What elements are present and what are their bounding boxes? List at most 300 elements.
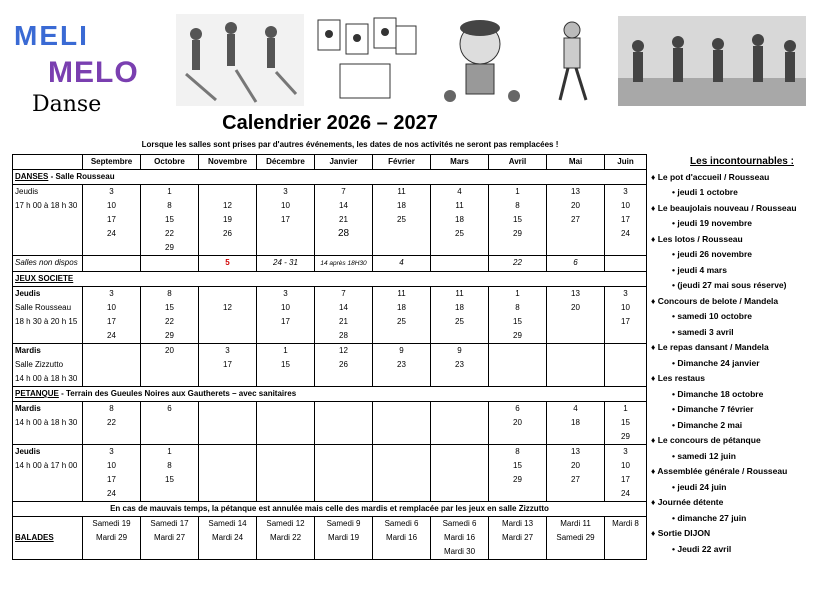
- unavailable-cell: [141, 256, 199, 272]
- day-number: [257, 473, 314, 487]
- unavailable-date: 14 après 18H30: [320, 260, 367, 267]
- highlight-date-text: Jeudi 22 avril: [677, 543, 732, 554]
- day-number: 26: [339, 360, 348, 369]
- balade-date: Samedi 9: [326, 519, 361, 528]
- day-number: [605, 241, 646, 255]
- balade-cell: [83, 517, 141, 560]
- petanque-mardis-row-label: [13, 402, 83, 445]
- day-number: 20: [513, 418, 522, 427]
- day-number: [489, 358, 546, 372]
- day-cell: [431, 344, 489, 387]
- bullet-icon: •: [672, 543, 678, 554]
- highlight-date: [648, 387, 836, 403]
- highlight-date: [648, 325, 836, 341]
- highlight-date-text: Dimanche 24 janvier: [677, 357, 760, 368]
- day-cell: [83, 402, 141, 445]
- day-number: [141, 487, 198, 501]
- month-label: Octobre: [154, 157, 185, 166]
- row-label: 14 h 00 à 17 h 00: [15, 461, 78, 470]
- day-number: [199, 315, 256, 329]
- section-title: JEUX SOCIETE: [15, 274, 74, 283]
- highlight-item: [648, 495, 836, 511]
- day-number: [431, 416, 488, 430]
- day-number: 22: [165, 229, 174, 238]
- day-cell: [83, 185, 141, 256]
- day-cell: [547, 445, 605, 502]
- day-cell: [431, 402, 489, 445]
- day-number: 12: [339, 346, 348, 355]
- highlight-date-text: Dimanche 2 mai: [677, 419, 743, 430]
- diamond-bullet-icon: ♦: [651, 528, 658, 538]
- section-title: PETANQUE: [15, 389, 59, 398]
- unavailable-row: [13, 256, 647, 272]
- day-number: 11: [455, 201, 464, 210]
- bullet-icon: •: [672, 249, 678, 259]
- day-number: 3: [225, 346, 230, 355]
- day-number: 3: [109, 289, 114, 298]
- balade-date: Samedi 17: [150, 519, 189, 528]
- day-number: 13: [571, 187, 580, 196]
- balade-date: Mardi 16: [443, 533, 476, 542]
- day-number: 8: [515, 303, 520, 312]
- day-number: [605, 344, 646, 358]
- month-header: [199, 155, 257, 170]
- day-cell: [489, 402, 547, 445]
- highlight-date: [648, 247, 836, 263]
- day-number: 12: [223, 303, 232, 312]
- day-number: [547, 227, 604, 241]
- bullet-icon: •: [672, 326, 678, 337]
- day-number: [315, 416, 372, 430]
- day-number: [83, 241, 140, 255]
- day-number: 10: [281, 201, 290, 210]
- diamond-bullet-icon: ♦: [651, 202, 658, 213]
- jeux-jeudis-row: [13, 287, 647, 344]
- unavailable-cell: [605, 256, 647, 272]
- bullet-icon: •: [672, 280, 678, 290]
- day-number: [547, 329, 604, 343]
- day-number: 1: [515, 187, 520, 196]
- highlight-date: [648, 511, 836, 527]
- day-number: 23: [455, 360, 464, 369]
- diamond-bullet-icon: ♦: [651, 497, 658, 507]
- highlights-list: [648, 170, 836, 558]
- balade-cell: [547, 517, 605, 560]
- day-number: [199, 402, 256, 416]
- day-number: [315, 445, 372, 459]
- day-number: 25: [455, 229, 464, 238]
- day-number: 10: [621, 201, 630, 210]
- jeux-jeudis-row-label: [13, 287, 83, 344]
- day-number: 29: [165, 243, 174, 252]
- unavailable-cell: [257, 256, 315, 272]
- highlight-date: [648, 356, 836, 372]
- highlight-title: Le pot d'accueil / Rousseau: [657, 171, 770, 182]
- banner: [0, 0, 836, 117]
- day-number: [315, 473, 372, 487]
- row-label: Jeudis: [15, 187, 39, 196]
- day-number: [315, 241, 372, 255]
- day-cell: [605, 344, 647, 387]
- day-number: 8: [109, 404, 114, 413]
- day-number: 18: [455, 215, 464, 224]
- day-number: 10: [107, 461, 116, 470]
- day-cell: [315, 344, 373, 387]
- day-number: [489, 344, 546, 358]
- day-cell: [315, 287, 373, 344]
- day-cell: [315, 402, 373, 445]
- day-number: 17: [107, 215, 116, 224]
- day-number: 17: [107, 475, 116, 484]
- balade-cell: [257, 517, 315, 560]
- day-number: [373, 402, 430, 416]
- day-cell: [605, 185, 647, 256]
- highlight-date: [648, 542, 836, 558]
- day-number: 1: [283, 346, 288, 355]
- day-cell: [83, 344, 141, 387]
- highlight-date-text: (jeudi 27 mai sous réserve): [677, 280, 787, 290]
- day-cell: [373, 287, 431, 344]
- day-number: [83, 430, 140, 444]
- balade-cell: [315, 517, 373, 560]
- day-number: 10: [107, 303, 116, 312]
- highlight-date-text: jeudi 24 juin: [677, 481, 727, 492]
- day-number: [257, 459, 314, 473]
- day-number: [257, 241, 314, 255]
- highlight-item: [648, 201, 836, 217]
- day-cell: [489, 445, 547, 502]
- day-cell: [547, 402, 605, 445]
- highlight-date-text: jeudi 19 novembre: [677, 218, 752, 228]
- day-number: [547, 487, 604, 501]
- highlight-item: [648, 170, 836, 186]
- month-header: [257, 155, 315, 170]
- unavailable-label: [13, 256, 83, 272]
- unavailable-cell: [315, 256, 373, 272]
- day-cell: [373, 445, 431, 502]
- day-number: 4: [457, 187, 462, 196]
- bullet-icon: •: [672, 187, 678, 197]
- day-number: 10: [107, 201, 116, 210]
- day-cell: [141, 185, 199, 256]
- highlight-title: Les restaus: [657, 373, 705, 383]
- day-cell: [257, 185, 315, 256]
- day-number: 25: [455, 317, 464, 326]
- highlight-item: [648, 526, 836, 542]
- day-number: [257, 416, 314, 430]
- balade-date: Samedi 6: [442, 519, 477, 528]
- dancers-image: [176, 14, 304, 106]
- highlight-item: [648, 232, 836, 248]
- day-number: 12: [223, 201, 232, 210]
- day-cell: [373, 185, 431, 256]
- row-label: 17 h 00 à 18 h 30: [15, 201, 78, 210]
- day-number: 14: [339, 201, 348, 210]
- day-number: 13: [571, 447, 580, 456]
- jeux-mardis-row: [13, 344, 647, 387]
- month-header: [83, 155, 141, 170]
- day-number: 14: [339, 303, 348, 312]
- row-label: 14 h 00 à 18 h 30: [15, 374, 78, 383]
- day-number: 1: [623, 404, 628, 413]
- day-cell: [199, 402, 257, 445]
- day-number: [431, 329, 488, 343]
- balade-date: Mardi 19: [327, 533, 360, 542]
- day-number: 21: [339, 317, 348, 326]
- day-number: 8: [167, 461, 172, 470]
- day-number: 1: [167, 187, 172, 196]
- day-number: 11: [455, 289, 464, 298]
- calendar-table: [12, 154, 647, 560]
- day-number: 6: [515, 404, 520, 413]
- balade-date: Mardi 8: [612, 519, 639, 528]
- day-number: 7: [341, 289, 346, 298]
- balade-date: Mardi 11: [560, 519, 591, 528]
- day-number: 28: [337, 228, 350, 239]
- highlight-date-text: Dimanche 7 février: [677, 404, 754, 414]
- unavailable-cell: [199, 256, 257, 272]
- unavailable-text: Salles non dispos: [15, 258, 78, 267]
- day-number: [605, 329, 646, 343]
- balade-date: Mardi 16: [385, 533, 418, 542]
- highlight-date: [648, 402, 836, 418]
- day-number: [373, 372, 430, 386]
- highlight-date-text: samedi 3 avril: [677, 326, 734, 337]
- day-number: [141, 372, 198, 386]
- day-number: 15: [621, 418, 630, 427]
- day-number: [489, 241, 546, 255]
- highlight-item: [648, 294, 836, 310]
- day-number: [431, 402, 488, 416]
- logo-line-1: MELI: [14, 20, 89, 51]
- day-number: 1: [167, 447, 172, 456]
- day-number: [489, 372, 546, 386]
- petanque-note: [13, 502, 647, 517]
- day-number: 3: [283, 289, 288, 298]
- day-number: [431, 372, 488, 386]
- day-number: [257, 430, 314, 444]
- day-number: 9: [399, 346, 404, 355]
- petanque-note-row: [13, 502, 647, 517]
- diamond-bullet-icon: ♦: [651, 171, 658, 182]
- day-number: [83, 372, 140, 386]
- day-number: 24: [107, 331, 116, 340]
- day-number: 6: [167, 404, 172, 413]
- day-number: 15: [165, 215, 174, 224]
- month-label: Mars: [450, 157, 469, 166]
- month-header: [605, 155, 647, 170]
- day-cell: [141, 287, 199, 344]
- cancelled-day: [199, 185, 256, 199]
- day-cell: [547, 287, 605, 344]
- day-number: 3: [623, 289, 628, 298]
- day-number: [431, 473, 488, 487]
- balade-date: Samedi 6: [384, 519, 419, 528]
- day-number: [373, 430, 430, 444]
- danses-section-row-cell: [13, 170, 647, 185]
- unavailable-date: 5: [225, 258, 230, 267]
- day-number: 8: [515, 447, 520, 456]
- highlight-title: Assemblée générale / Rousseau: [657, 466, 788, 476]
- diamond-bullet-icon: ♦: [651, 233, 658, 244]
- day-number: 15: [165, 475, 174, 484]
- balade-date: Mardi 22: [269, 533, 302, 542]
- day-number: [141, 416, 198, 430]
- highlight-title: Concours de belote / Mandela: [657, 295, 779, 306]
- month-header: [547, 155, 605, 170]
- petanque-section-row-cell: [13, 387, 647, 402]
- balade-date: Samedi 14: [208, 519, 247, 528]
- day-number: 29: [621, 432, 630, 441]
- month-header: [489, 155, 547, 170]
- day-number: 26: [223, 229, 232, 238]
- highlight-date-text: samedi 10 octobre: [677, 311, 752, 321]
- day-cell: [373, 402, 431, 445]
- day-cell: [431, 185, 489, 256]
- month-header: [141, 155, 199, 170]
- unavailable-date: 22: [513, 258, 522, 267]
- day-number: 17: [107, 317, 116, 326]
- month-label: Juin: [617, 157, 634, 166]
- day-number: [83, 358, 140, 372]
- unavailable-cell: [373, 256, 431, 272]
- day-number: 1: [515, 289, 520, 298]
- day-number: 23: [397, 360, 406, 369]
- day-number: [373, 445, 430, 459]
- header-corner: [13, 155, 83, 170]
- day-cell: [199, 287, 257, 344]
- petanque-section-row: [13, 387, 647, 402]
- day-number: 4: [573, 404, 578, 413]
- day-number: 25: [397, 215, 406, 224]
- section-subtitle: - Salle Rousseau: [48, 172, 115, 181]
- section-title: DANSES: [15, 172, 49, 181]
- day-number: 15: [281, 360, 290, 369]
- unavailable-date: 6: [573, 258, 578, 267]
- diamond-bullet-icon: ♦: [651, 435, 658, 445]
- balade-cell: [141, 517, 199, 560]
- highlight-date: [648, 449, 836, 465]
- day-number: [315, 372, 372, 386]
- day-number: 24: [107, 229, 116, 238]
- page-subtitle: Lorsque les salles sont prises par d'autres événements, les dates de nos activités ne seront pas remplacées !: [141, 140, 559, 149]
- unavailable-cell: [83, 256, 141, 272]
- unavailable-cell: [547, 256, 605, 272]
- day-number: 18: [397, 303, 406, 312]
- day-number: 24: [107, 489, 116, 498]
- hikers-image: [618, 16, 806, 106]
- day-number: [373, 487, 430, 501]
- bullet-icon: •: [672, 311, 678, 321]
- highlight-date: [648, 278, 836, 294]
- month-label: Décembre: [266, 157, 305, 166]
- day-number: [547, 344, 604, 358]
- day-number: [605, 358, 646, 372]
- highlight-date-text: dimanche 27 juin: [677, 512, 747, 523]
- day-number: 13: [571, 289, 580, 298]
- diamond-bullet-icon: ♦: [651, 342, 658, 352]
- highlight-date-text: Dimanche 18 octobre: [677, 388, 764, 399]
- bullet-icon: •: [672, 419, 678, 430]
- day-number: 24: [621, 229, 630, 238]
- day-number: 11: [397, 187, 406, 196]
- balade-cell: [373, 517, 431, 560]
- cancelled-day: [199, 287, 256, 301]
- jeux-mardis-row-label: [13, 344, 83, 387]
- month-label: Mai: [568, 157, 583, 166]
- month-header-row: [13, 155, 647, 170]
- day-number: [141, 430, 198, 444]
- row-label: Jeudis: [15, 447, 41, 456]
- day-number: 29: [513, 331, 522, 340]
- day-number: [257, 227, 314, 241]
- row-label: Jeudis: [15, 289, 41, 298]
- highlight-item: [648, 464, 836, 480]
- section-subtitle: - Terrain des Gueules Noires aux Gautherets – avec sanitaires: [58, 389, 297, 398]
- day-cell: [315, 185, 373, 256]
- day-number: [605, 372, 646, 386]
- day-cell: [547, 344, 605, 387]
- petanque-jeudis-row: [13, 445, 647, 502]
- day-number: [373, 473, 430, 487]
- day-cell: [257, 445, 315, 502]
- day-number: [373, 459, 430, 473]
- day-number: [315, 430, 372, 444]
- day-number: 3: [109, 447, 114, 456]
- bullet-icon: •: [672, 481, 678, 492]
- day-number: 3: [109, 187, 114, 196]
- day-number: 29: [513, 229, 522, 238]
- day-cell: [315, 445, 373, 502]
- page-title: Calendrier 2026 – 2027: [222, 112, 438, 134]
- balade-date: Mardi 13: [501, 519, 534, 528]
- day-number: 20: [571, 461, 580, 470]
- month-header: [373, 155, 431, 170]
- highlight-date-text: jeudi 1 octobre: [677, 187, 738, 197]
- day-number: 3: [623, 187, 628, 196]
- cards-image: [310, 14, 422, 106]
- day-number: 17: [621, 317, 630, 326]
- balade-date: Samedi 12: [266, 519, 305, 528]
- danses-jeudis-row-label: [13, 185, 83, 256]
- petanque-note-text: En cas de mauvais temps, la pétanque est annulée mais celle des mardis et remplacée par les jeux en salle Zizzutto: [110, 504, 549, 513]
- petanque-jeudis-row-label: [13, 445, 83, 502]
- day-number: 19: [223, 215, 232, 224]
- day-number: [431, 430, 488, 444]
- highlight-date: [648, 185, 836, 201]
- highlight-item: [648, 433, 836, 449]
- day-number: 15: [513, 317, 522, 326]
- day-number: 18: [571, 418, 580, 427]
- day-number: 15: [165, 303, 174, 312]
- meli-melo-logo: [8, 8, 158, 116]
- day-number: 28: [339, 331, 348, 340]
- day-cell: [431, 287, 489, 344]
- day-number: 17: [223, 360, 232, 369]
- highlights-panel: [648, 154, 836, 557]
- highlight-date-text: jeudi 4 mars: [677, 264, 727, 275]
- day-number: 10: [281, 303, 290, 312]
- day-cell: [605, 287, 647, 344]
- balades-label: BALADES: [15, 533, 54, 542]
- balade-date: Mardi 27: [501, 533, 534, 542]
- day-number: 8: [167, 201, 172, 210]
- highlight-title: Le concours de pétanque: [657, 435, 761, 445]
- month-label: Novembre: [207, 157, 248, 166]
- day-number: [547, 372, 604, 386]
- bullet-icon: •: [672, 388, 678, 399]
- highlight-item: [648, 340, 836, 356]
